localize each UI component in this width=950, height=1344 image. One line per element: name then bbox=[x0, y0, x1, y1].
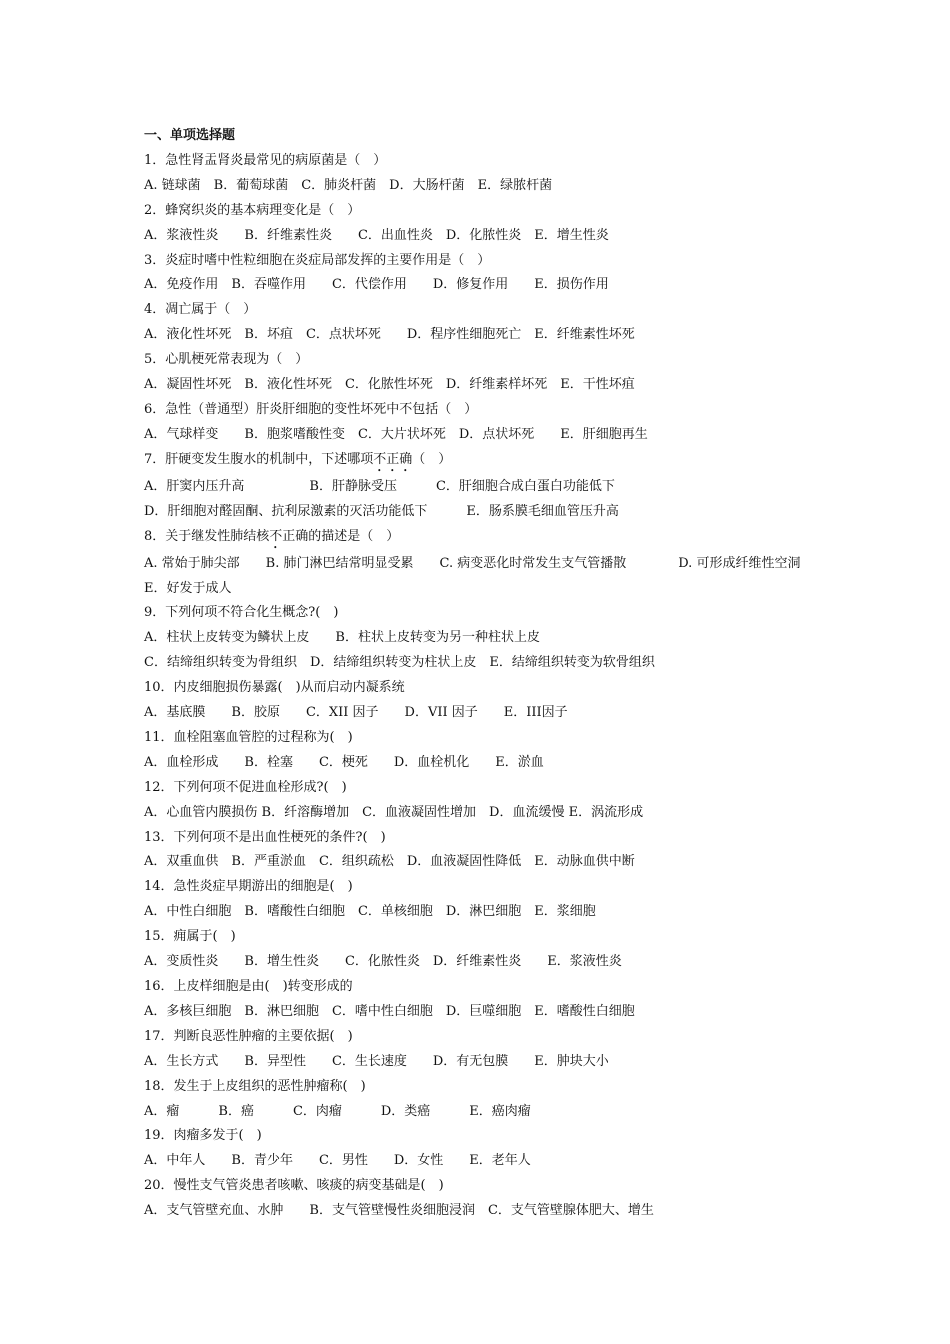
section-title: 一、单项选择题 bbox=[144, 128, 236, 143]
question-18-options: A．瘤 B．癌 C．肉瘤 D．类癌 E．癌肉瘤 bbox=[144, 1103, 531, 1119]
question-18: 18．发生于上皮组织的恶性肿瘤称( ) bbox=[144, 1078, 366, 1094]
question-7-options-line-2: D．肝细胞对醛固酮、抗利尿激素的灭活功能低下 E．肠系膜毛细血管压升高 bbox=[144, 503, 619, 519]
question-2-options: A．浆液性炎 B．纤维素性炎 C．出血性炎 D．化脓性炎 E．增生性炎 bbox=[144, 227, 609, 243]
question-8 bbox=[144, 525, 824, 552]
question-8-options: A. 常始于肺尖部 B. 肺门淋巴结常明显受累 C. 病变恶化时常发生支气管播散 D. 可形成纤维性空洞 E．好发于成人 bbox=[144, 555, 827, 596]
question-12-options: A．心血管内膜损伤 B．纤溶酶增加 C．血液凝固性增加 D．血流缓慢 E．涡流形成 bbox=[144, 804, 644, 820]
question-7-options-line-1: A．肝窦内压升高 B．肝静脉受压 C．肝细胞合成白蛋白功能低下 bbox=[144, 478, 615, 494]
question-20-options: A．支气管壁充血、水肿 B．支气管壁慢性炎细胞浸润 C．支气管壁腺体肥大、增生 bbox=[144, 1203, 654, 1219]
question-14: 14．急性炎症早期游出的细胞是( ) bbox=[144, 879, 353, 895]
question-19-options: A．中年人 B．青少年 C．男性 D．女性 E．老年人 bbox=[144, 1153, 531, 1169]
question-3: 3．炎症时嗜中性粒细胞在炎症局部发挥的主要作用是（ ） bbox=[144, 252, 491, 268]
question-15-options: A．变质性炎 B．增生性炎 C．化脓性炎 D．纤维素性炎 E．浆液性炎 bbox=[144, 954, 622, 970]
question-5: 5．心肌梗死常表现为（ ） bbox=[144, 352, 309, 368]
question-13-options: A．双重血供 B．严重淤血 C．组织疏松 D．血液凝固性降低 E．动脉血供中断 bbox=[144, 854, 635, 870]
question-3-options: A．免疫作用 B．吞噬作用 C．代偿作用 D．修复作用 E．损伤作用 bbox=[144, 277, 609, 293]
question-7-emphasis: 不正确 bbox=[373, 451, 413, 467]
question-4-options: A．液化性坏死 B．坏疽 C．点状坏死 D．程序性细胞死亡 E．纤维素性坏死 bbox=[144, 327, 635, 343]
question-17-options: A．生长方式 B．异型性 C．生长速度 D．有无包膜 E．肿块大小 bbox=[144, 1053, 609, 1069]
question-20: 20．慢性支气管炎患者咳嗽、咳痰的病变基础是( ) bbox=[144, 1178, 444, 1194]
document-page bbox=[144, 124, 827, 1224]
question-11: 11．血栓阻塞血管腔的过程称为( ) bbox=[144, 729, 353, 745]
question-16: 16．上皮样细胞是由( )转变形成的 bbox=[144, 979, 353, 994]
question-8-text: 8．关于继发性肺结核 bbox=[144, 528, 270, 544]
question-17: 17．判断良恶性肿瘤的主要依据( ) bbox=[144, 1028, 353, 1044]
question-2: 2．蜂窝织炎的基本病理变化是（ ） bbox=[144, 202, 361, 218]
question-7-bracket: （ ） bbox=[412, 451, 452, 467]
question-19: 19．肉瘤多发于( ) bbox=[144, 1128, 262, 1144]
question-7 bbox=[144, 448, 824, 475]
question-7-text: 7．肝硬变发生腹水的机制中，下述哪项 bbox=[144, 451, 374, 467]
question-8-emphasis: 不 bbox=[269, 528, 283, 544]
question-6: 6．急性（普通型）肝炎肝细胞的变性坏死中不包括（ ） bbox=[144, 401, 478, 417]
question-11-options: A．血栓形成 B．栓塞 C．梗死 D．血栓机化 E．淤血 bbox=[144, 754, 544, 770]
question-8-text-end: 正确的描述是（ ） bbox=[282, 528, 400, 544]
question-13: 13．下列何项不是出血性梗死的条件?( ) bbox=[144, 829, 386, 845]
question-9-options-line-2: C．结缔组织转变为骨组织 D．结缔组织转变为柱状上皮 E．结缔组织转变为软骨组织 bbox=[144, 655, 655, 671]
question-10: 10．内皮细胞损伤暴露( )从而启动内凝系统 bbox=[144, 680, 405, 696]
question-1-options: A. 链球菌 B．葡萄球菌 C．肺炎杆菌 D．大肠杆菌 E．绿脓杆菌 bbox=[144, 177, 553, 193]
question-9-options-line-1: A．柱状上皮转变为鳞状上皮 B．柱状上皮转变为另一种柱状上皮 bbox=[144, 630, 540, 646]
question-12: 12．下列何项不促进血栓形成?( ) bbox=[144, 779, 347, 795]
question-5-options: A．凝固性坏死 B．液化性坏死 C．化脓性坏死 D．纤维素样坏死 E．干性坏疽 bbox=[144, 377, 635, 393]
question-1: 1．急性肾盂肾炎最常见的病原菌是（ ） bbox=[144, 152, 387, 168]
question-15: 15．痈属于( ) bbox=[144, 929, 236, 945]
question-6-options: A．气球样变 B．胞浆嗜酸性变 C．大片状坏死 D．点状坏死 E．肝细胞再生 bbox=[144, 426, 648, 442]
question-16-options: A．多核巨细胞 B．淋巴细胞 C．嗜中性白细胞 D．巨噬细胞 E．嗜酸性白细胞 bbox=[144, 1003, 635, 1019]
question-10-options: A．基底膜 B．胶原 C．XII 因子 D．VII 因子 E．III因子 bbox=[144, 705, 568, 721]
question-9: 9．下列何项不符合化生概念?( ) bbox=[144, 605, 339, 621]
question-4: 4．凋亡属于（ ） bbox=[144, 302, 257, 318]
question-14-options: A．中性白细胞 B．嗜酸性白细胞 C．单核细胞 D．淋巴细胞 E．浆细胞 bbox=[144, 904, 596, 920]
